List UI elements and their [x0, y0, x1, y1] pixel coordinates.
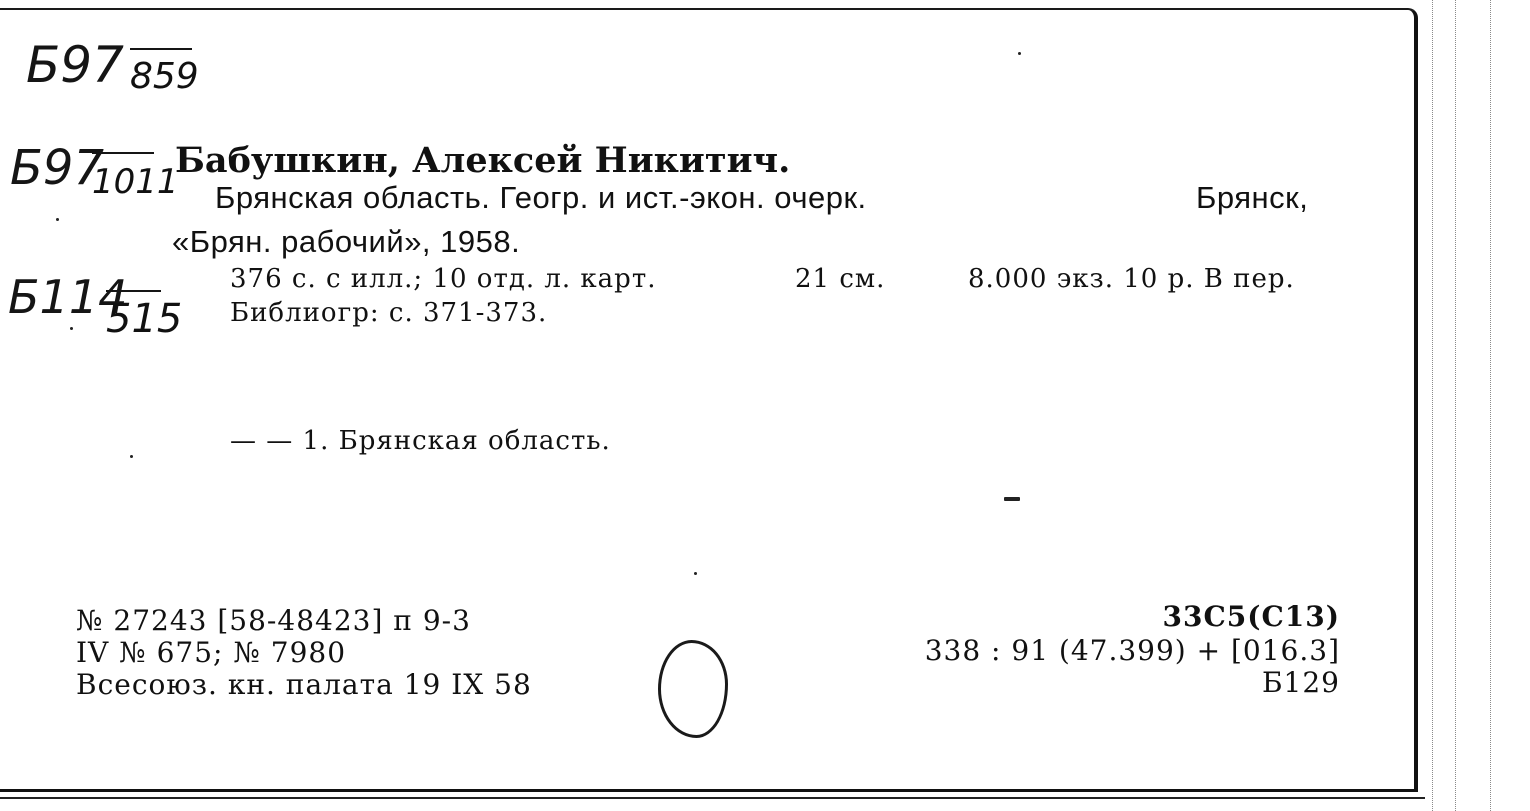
- scan-speck: [130, 455, 133, 458]
- scan-edge-dots: [1455, 0, 1456, 811]
- scan-edge-dots: [1432, 0, 1433, 811]
- handwritten-shelf-number: 859: [130, 48, 192, 97]
- handwritten-shelf-mark: Б114: [8, 270, 128, 324]
- bibliography-note: Библиогр: с. 371-373.: [230, 298, 548, 328]
- chamber-date: Всесоюз. кн. палата 19 IX 58: [76, 668, 532, 701]
- scan-edge-dots: [1490, 0, 1491, 811]
- record-number: № 27243 [58-48423] п 9-3: [76, 604, 471, 637]
- punched-hole: [658, 640, 728, 738]
- scan-speck: [56, 218, 59, 221]
- publisher-year: «Брян. рабочий», 1958.: [172, 224, 521, 259]
- scan-speck: [694, 572, 697, 575]
- handwritten-shelf-mark: Б97: [10, 140, 105, 196]
- handwritten-shelf-number: 1011: [92, 152, 154, 202]
- book-size: 21 см.: [795, 264, 886, 294]
- scan-speck: [1004, 497, 1020, 501]
- handwritten-shelf-number: 515: [106, 290, 161, 342]
- card-bottom-edge: [0, 797, 1425, 799]
- scan-speck: [70, 327, 73, 330]
- author-mark: Б129: [1261, 666, 1340, 699]
- scan-speck: [1018, 52, 1021, 55]
- classification-code: 33С5(С13): [1162, 600, 1340, 633]
- register-number: IV № 675; № 7980: [76, 636, 347, 669]
- udc-code: 338 : 91 (47.399) + [016.3]: [924, 634, 1340, 667]
- publication-place: Брянск,: [1196, 180, 1309, 215]
- physical-description: 376 с. с илл.; 10 отд. л. карт.: [230, 264, 657, 294]
- edition-info: 8.000 экз. 10 р. В пер.: [968, 264, 1295, 294]
- subject-heading: — — 1. Брянская область.: [230, 426, 611, 456]
- handwritten-shelf-mark: Б97: [26, 36, 124, 94]
- book-title: Брянская область. Геогр. и ист.-экон. очерк.: [215, 180, 867, 215]
- author-heading: Бабушкин, Алексей Никитич.: [175, 140, 791, 181]
